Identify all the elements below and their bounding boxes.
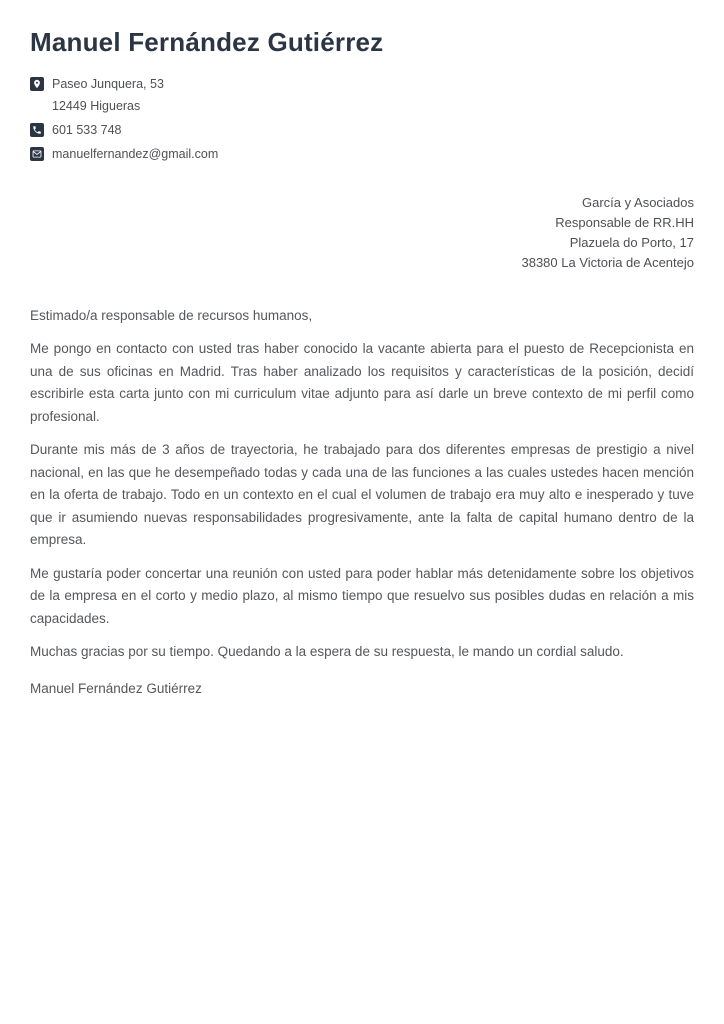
- body-paragraph-1: Me pongo en contacto con usted tras haber conocido la vacante abierta para el puesto de Recepcionista en una de sus oficinas en Madrid. Tras haber analizado los requisitos y características de la posición, decidí escribirle esta carta junto con mi curriculum vitae adjunto para así darle un breve contexto de mi perfil como profesional.: [30, 341, 694, 424]
- contact-address-line1: Paseo Junquera, 53: [52, 76, 164, 91]
- recipient-street: Plazuela do Porto, 17: [569, 234, 694, 250]
- contact-block: [30, 76, 694, 163]
- contact-email: manuelfernandez@gmail.com: [52, 146, 219, 161]
- contact-row-phone: [30, 122, 694, 139]
- letter-body: [30, 305, 694, 701]
- location-icon: [30, 77, 44, 91]
- phone-icon: [30, 123, 44, 137]
- body-paragraph-3: Me gustaría poder concertar una reunión con usted para poder hablar más detenidamente sobre los objetivos de la empresa en el corto y medio plazo, al mismo tiempo que resuelvo sus posibles dudas en relación a mis capacidades.: [30, 565, 694, 626]
- recipient-block: [30, 193, 694, 273]
- salutation: Estimado/a responsable de recursos humanos,: [30, 307, 313, 323]
- contact-phone: 601 533 748: [52, 122, 122, 137]
- page-title: Manuel Fernández Gutiérrez: [30, 27, 384, 57]
- recipient-city: 38380 La Victoria de Acentejo: [521, 254, 694, 270]
- body-paragraph-2: Durante mis más de 3 años de trayectoria, he trabajado para dos diferentes empresas de prestigio a nivel nacional, en las que he desempeñado todas y cada una de las funciones a las cuales ustedes hacen mención en la oferta de trabajo. Todo en un contexto en el cual el volumen de trabajo era muy alto e inesperado y tuve que ir asumiendo nuevas responsabilidades progresivamente, ante la falta de capital humano dentro de la empresa.: [30, 442, 694, 548]
- recipient-company: García y Asociados: [582, 194, 694, 210]
- contact-row-email: [30, 146, 694, 163]
- email-icon: [30, 147, 44, 161]
- closing-line: Muchas gracias por su tiempo. Quedando a la espera de su respuesta, le mando un cordial saludo.: [30, 644, 624, 660]
- contact-address-line2: 12449 Higueras: [52, 98, 141, 113]
- recipient-role: Responsable de RR.HH: [555, 214, 694, 230]
- contact-row-address: [30, 76, 694, 93]
- signature: Manuel Fernández Gutiérrez: [30, 680, 202, 696]
